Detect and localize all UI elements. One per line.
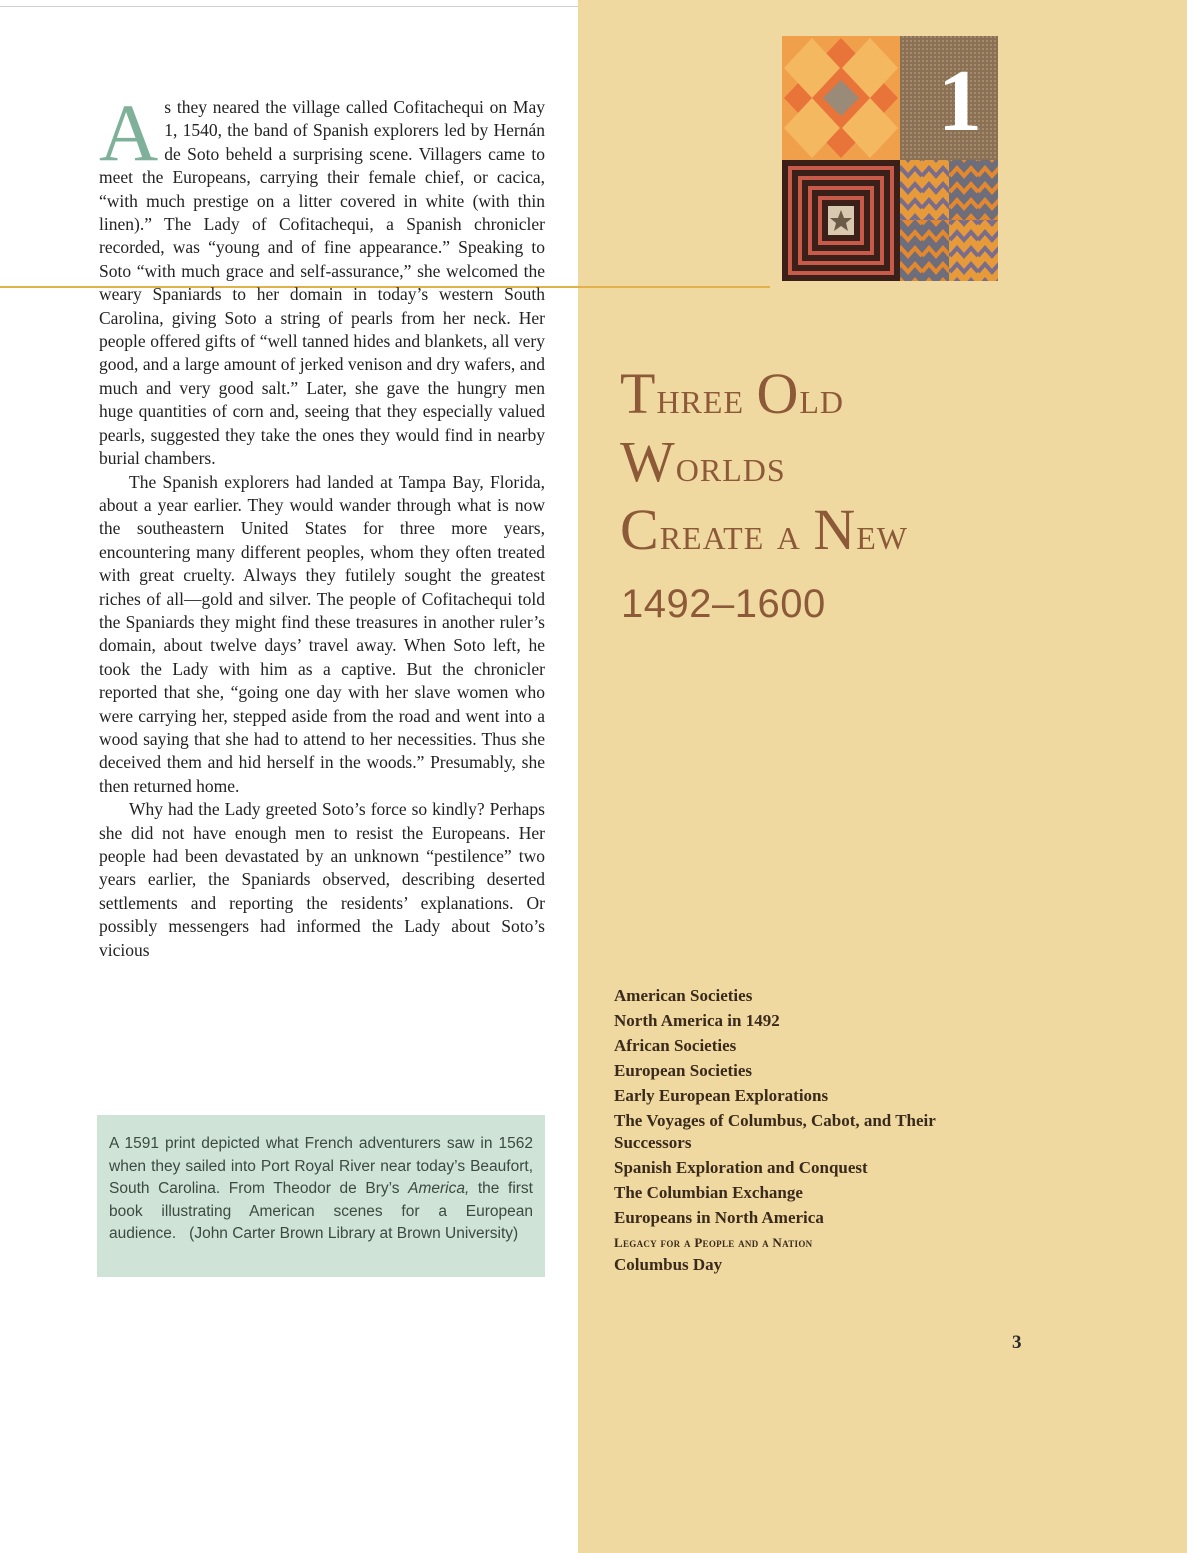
title-line-1: Three Old: [620, 361, 845, 426]
chapter-contents: [614, 985, 994, 1279]
toc-item[interactable]: The Voyages of Columbus, Cabot, and Their Successors: [614, 1111, 936, 1152]
toc-item[interactable]: European Societies: [614, 1061, 753, 1080]
body-text: [99, 87, 545, 962]
chapter-title: [620, 362, 1180, 566]
legacy-label: Legacy for a People and a Nation: [614, 1235, 813, 1250]
toc-item[interactable]: American Societies: [614, 986, 753, 1005]
top-divider: [0, 6, 578, 7]
paragraph: As they neared the village called Cofitachequi on May 1, 1540, the band of Spanish explorers led by Hernán de Soto beheld a surprising scene. Villagers came to meet the Europeans, carrying their female chief, or cacica, “with much prestige on a litter covered in white (with thin linen).” The Lady of Cofitachequi, a Spanish chronicler recorded, was “young and of fine appearance.” Speaking to Soto “with much grace and self-assurance,” she welcomed the weary Spaniards to her domain in today’s western South Carolina, giving Soto a string of pearls from her neck. Her people offered gifts of “well tanned hides and blankets, all very good, and a large amount of jerked venison and dry wafers, and much and very good salt.” Later, she gave the hungry men huge quantities of corn and, seeing that they especially valued pearls, suggested they take the ones they would find in nearby burial chambers.: [99, 87, 545, 469]
chapter-dates: 1492–1600: [621, 582, 826, 626]
title-line-2: Worlds: [620, 429, 786, 494]
chapter-number: 1: [938, 53, 982, 150]
caption-credit: (John Carter Brown Library at Brown University): [189, 1225, 519, 1242]
toc-item[interactable]: Early European Explorations: [614, 1086, 829, 1105]
image-caption: A 1591 print depicted what French adventurers saw in 1562 when they sailed into Port Royal River near today’s Beaufort, South Carolina. From Theodor de Bry’s America, the first book illustrating American scenes for a European audience. (John Carter Brown Library at Brown University): [97, 1115, 545, 1277]
toc-item[interactable]: African Societies: [614, 1036, 737, 1055]
paragraph: The Spanish explorers had landed at Tampa Bay, Florida, about a year earlier. They would wander through what is now the southeastern United States for three more years, encountering many different peoples, whom they often treated with great cruelty. Always they futilely sought the greatest riches of all—gold and silver. The people of Cofitachequi told the Spaniards they might find these treasures in another ruler’s domain, about twelve days’ travel away. When Soto left, he took the Lady with him as a captive. But the chronicler reported that she, “going one day with her slave women who were carrying her, stepped aside from the road and went into a wood saying that she had to attend to her necessities. Thus she deceived them and hid herself in the woods.” Presumably, she then returned home.: [99, 471, 545, 796]
toc-item[interactable]: Europeans in North America: [614, 1208, 824, 1227]
toc-item[interactable]: North America in 1492: [614, 1011, 780, 1030]
toc-item[interactable]: Spanish Exploration and Conquest: [614, 1158, 868, 1177]
toc-item-legacy[interactable]: Columbus Day: [614, 1255, 723, 1274]
toc-item[interactable]: The Columbian Exchange: [614, 1183, 803, 1202]
paragraph: Why had the Lady greeted Soto’s force so kindly? Perhaps she did not have enough men to resist the Europeans. Her people had been devastated by an unknown “pestilence” two years earlier, the Spaniards observed, describing deserted settlements and reporting the residents’ explanations. Or possibly messengers had informed the Lady about Soto’s vicious: [99, 799, 545, 960]
page-number: 3: [1012, 1332, 1022, 1353]
drop-cap: A: [99, 87, 159, 178]
title-line-3: Create a New: [620, 497, 908, 562]
